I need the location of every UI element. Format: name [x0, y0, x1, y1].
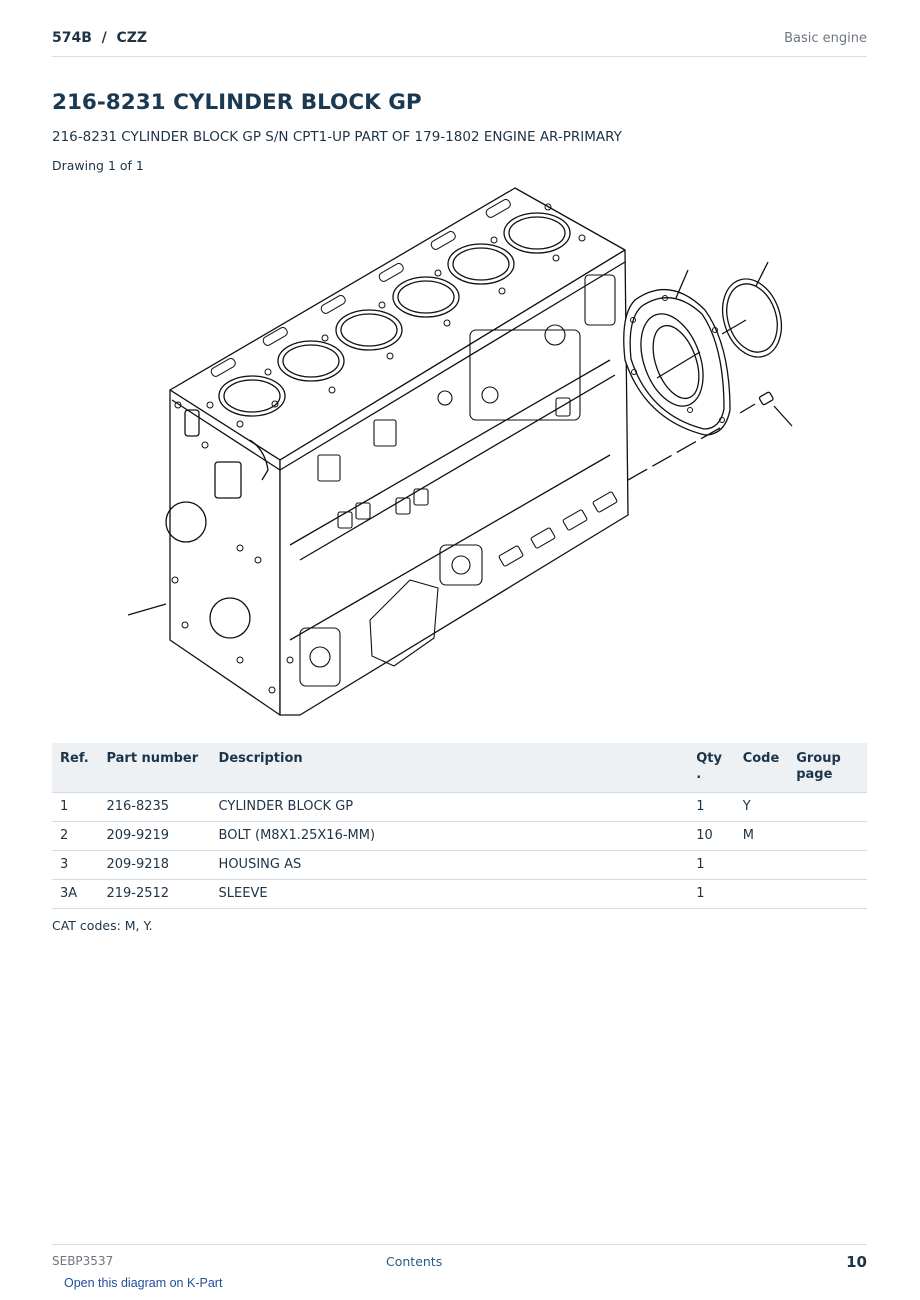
table-row [52, 793, 867, 822]
table-row [52, 851, 867, 880]
seal-housing [624, 290, 730, 435]
cat-codes-note: CAT codes: M, Y. [52, 918, 153, 933]
page-subtitle: 216-8231 CYLINDER BLOCK GP S/N CPT1-UP PART OF 179-1802 ENGINE AR-PRIMARY [52, 129, 622, 145]
row-description: HOUSING AS [211, 851, 689, 880]
section-label: Basic engine [784, 31, 867, 46]
drawing-label: Drawing 1 of 1 [52, 158, 144, 173]
row-code [735, 880, 789, 909]
model-label: 574B / CZZ [52, 30, 148, 46]
row-group-page [788, 822, 867, 851]
row-description: BOLT (M8X1.25X16-MM) [211, 822, 689, 851]
row-part-number: 209-9218 [98, 851, 210, 880]
col-group-page: Group page [788, 743, 867, 793]
row-code: M [735, 822, 789, 851]
open-kpart-link[interactable]: Open this diagram on K-Part [64, 1276, 223, 1290]
row-ref: 1 [52, 793, 98, 822]
row-qty: 1 [688, 793, 734, 822]
row-qty: 1 [688, 880, 734, 909]
page-title: 216-8231 CYLINDER BLOCK GP [52, 90, 422, 115]
leader-block [128, 604, 166, 615]
row-ref: 3 [52, 851, 98, 880]
row-part-number: 216-8235 [98, 793, 210, 822]
row-ref: 2 [52, 822, 98, 851]
cylinder-block-diagram [100, 180, 820, 725]
row-group-page [788, 793, 867, 822]
row-qty: 10 [688, 822, 734, 851]
row-part-number: 219-2512 [98, 880, 210, 909]
row-group-page [788, 880, 867, 909]
table-row [52, 880, 867, 909]
row-qty: 1 [688, 851, 734, 880]
table-row [52, 822, 867, 851]
sleeve [713, 271, 791, 364]
col-description: Description [211, 743, 689, 793]
row-description: CYLINDER BLOCK GP [211, 793, 689, 822]
col-code: Code [735, 743, 789, 793]
page-header [52, 28, 867, 57]
row-ref: 3A [52, 880, 98, 909]
col-part-number: Part number [98, 743, 210, 793]
row-code: Y [735, 793, 789, 822]
bolt [740, 392, 774, 413]
page-footer [52, 1244, 867, 1271]
document-id: SEBP3537 [52, 1254, 114, 1268]
row-part-number: 209-9219 [98, 822, 210, 851]
contents-link[interactable]: Contents [386, 1254, 443, 1269]
row-group-page [788, 851, 867, 880]
row-code [735, 851, 789, 880]
row-description: SLEEVE [211, 880, 689, 909]
page-number: 10 [846, 1253, 867, 1271]
parts-table [52, 743, 867, 909]
parts-table-header [52, 743, 867, 793]
col-ref: Ref. [52, 743, 98, 793]
col-qty: Qty . [688, 743, 734, 793]
